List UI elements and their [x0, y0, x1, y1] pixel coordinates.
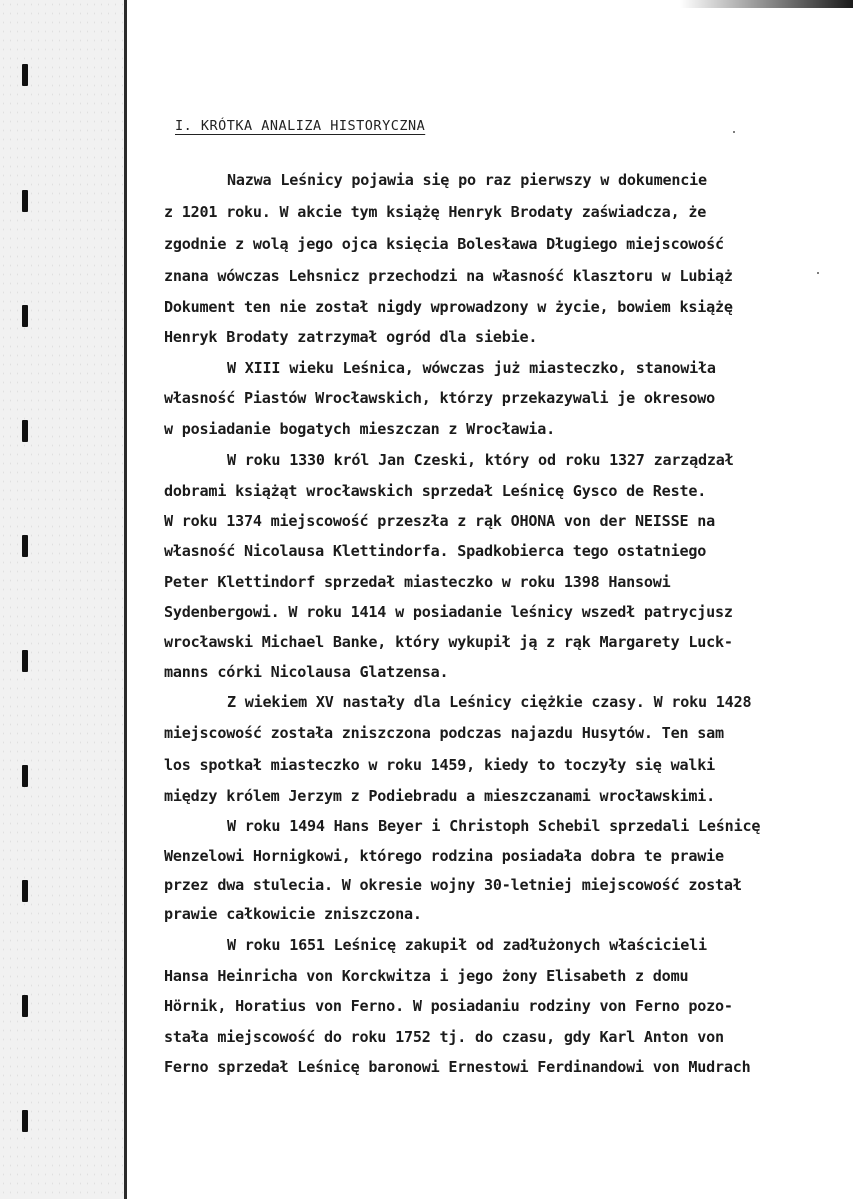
- text-line: W roku 1651 Leśnicę zakupił od zadłużonych właścicieli: [227, 936, 707, 954]
- text-line: los spotkał miasteczko w roku 1459, kiedy to toczyły się walki: [164, 756, 716, 774]
- perforation-mark: [22, 880, 28, 902]
- text-line: wrocławski Michael Banke, który wykupił ją z rąk Margarety Luck-: [164, 633, 733, 651]
- text-line: w posiadanie bogatych mieszczan z Wrocławia.: [164, 420, 556, 438]
- scan-speck: [817, 272, 819, 274]
- text-line: własność Nicolausa Klettindorfa. Spadkobierca tego ostatniego: [164, 542, 707, 560]
- perforation-mark: [22, 650, 28, 672]
- text-line: Ferno sprzedał Leśnicę baronowi Ernestowi Ferdinandowi von Mudrach: [164, 1058, 751, 1076]
- text-line: W roku 1494 Hans Beyer i Christoph Schebil sprzedali Leśnicę: [227, 817, 761, 835]
- text-line: Sydenbergowi. W roku 1414 w posiadanie leśnicy wszedł patrycjusz: [164, 603, 733, 621]
- perforation-mark: [22, 765, 28, 787]
- film-grain: [0, 0, 124, 1199]
- text-line: Hansa Heinricha von Korckwitza i jego żony Elisabeth z domu: [164, 967, 689, 985]
- scan-speck: [733, 131, 735, 133]
- text-line: z 1201 roku. W akcie tym książę Henryk Brodaty zaświadcza, że: [164, 203, 707, 221]
- film-edge-strip: [0, 0, 127, 1199]
- perforation-mark: [22, 420, 28, 442]
- perforation-mark: [22, 535, 28, 557]
- text-line: między królem Jerzym z Podiebradu a mieszczanami wrocławskimi.: [164, 787, 716, 805]
- perforation-mark: [22, 995, 28, 1017]
- perforation-mark: [22, 305, 28, 327]
- perforation-mark: [22, 1110, 28, 1132]
- text-line: stała miejscowość do roku 1752 tj. do czasu, gdy Karl Anton von: [164, 1028, 724, 1046]
- text-line: manns córki Nicolausa Glatzensa.: [164, 663, 449, 681]
- text-line: własność Piastów Wrocławskich, którzy przekazywali je okresowo: [164, 389, 716, 407]
- scan-shadow: [680, 0, 853, 8]
- text-line: Nazwa Leśnicy pojawia się po raz pierwszy w dokumencie: [227, 171, 707, 189]
- text-line: znana wówczas Lehsnicz przechodzi na własność klasztoru w Lubiąż: [164, 267, 733, 285]
- text-line: zgodnie z wolą jego ojca księcia Bolesława Długiego miejscowość: [164, 235, 724, 253]
- text-line: W roku 1330 król Jan Czeski, który od roku 1327 zarządzał: [227, 451, 734, 469]
- text-line: prawie całkowicie zniszczona.: [164, 905, 422, 923]
- text-line: dobrami książąt wrocławskich sprzedał Leśnicę Gysco de Reste.: [164, 482, 707, 500]
- text-line: Henryk Brodaty zatrzymał ogród dla siebie.: [164, 328, 538, 346]
- text-line: Peter Klettindorf sprzedał miasteczko w roku 1398 Hansowi: [164, 573, 671, 591]
- text-line: Hörnik, Horatius von Ferno. W posiadaniu rodziny von Ferno pozo-: [164, 997, 733, 1015]
- text-line: Wenzelowi Hornigkowi, którego rodzina posiadała dobra te prawie: [164, 847, 724, 865]
- text-line: Z wiekiem XV nastały dla Leśnicy ciężkie czasy. W roku 1428: [227, 693, 752, 711]
- section-heading: I. KRÓTKA ANALIZA HISTORYCZNA: [175, 118, 426, 134]
- text-line: Dokument ten nie został nigdy wprowadzony w życie, bowiem książę: [164, 298, 733, 316]
- perforation-mark: [22, 190, 28, 212]
- perforation-mark: [22, 64, 28, 86]
- text-line: miejscowość została zniszczona podczas najazdu Husytów. Ten sam: [164, 724, 724, 742]
- text-line: W XIII wieku Leśnica, wówczas już miasteczko, stanowiła: [227, 359, 716, 377]
- text-line: W roku 1374 miejscowość przeszła z rąk OHONA von der NEISSE na: [164, 512, 716, 530]
- text-line: przez dwa stulecia. W okresie wojny 30-letniej miejscowość został: [164, 876, 742, 894]
